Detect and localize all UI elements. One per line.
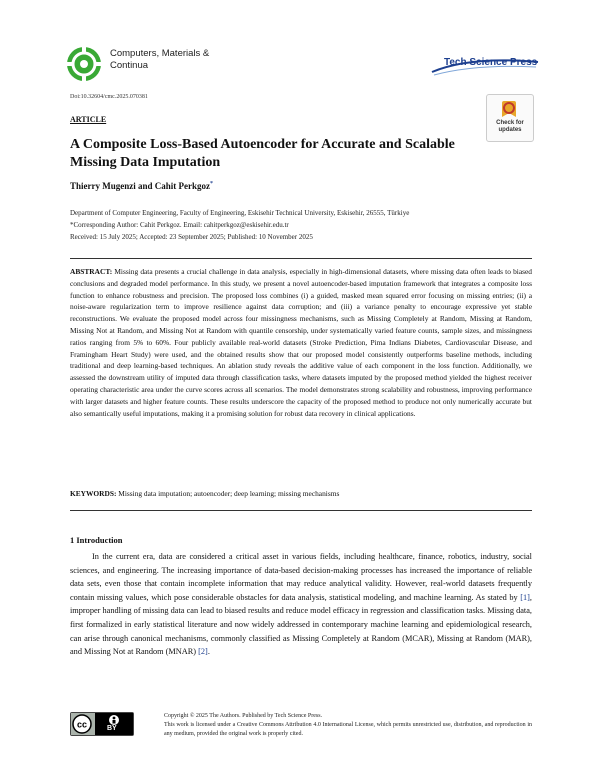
dates: Received: 15 July 2025; Accepted: 23 September 2025; Published: 10 November 2025 xyxy=(70,233,313,241)
journal-logo xyxy=(66,46,102,82)
intro-text-part1: In the current era, data are considered a critical asset in various fields, including healthcare, finance, robotics, industry, social sciences, and engineering. The increasing importance of data-based decision-making processes has increased the importance of reliable data sets, even those that contain incomplete information that may reduce analytical validity. However, real-world datasets frequently contain missing values, which pose considerable obstacles for data analysis, statistical modeling, and machine learning. As stated by xyxy=(70,552,532,602)
check-badge-line2: updates xyxy=(498,127,522,133)
citation-link-1[interactable]: [1] xyxy=(520,592,530,602)
introduction-paragraph xyxy=(70,550,532,659)
cc-by-label: BY xyxy=(107,725,117,732)
check-badge-line1: Check for xyxy=(496,120,524,126)
check-for-updates-badge[interactable] xyxy=(486,94,534,142)
divider-bottom xyxy=(70,510,532,511)
keywords-label: KEYWORDS: xyxy=(70,489,117,498)
corresponding-mark[interactable]: * xyxy=(210,181,213,187)
svg-text:cc: cc xyxy=(76,719,88,730)
authors xyxy=(70,181,213,191)
article-type: ARTICLE xyxy=(70,115,107,124)
copyright-line: Copyright © 2025 The Authors. Published by Tech Science Press. xyxy=(164,713,323,719)
check-updates-icon xyxy=(487,97,533,121)
doi[interactable]: Doi:10.32604/cmc.2025.070381 xyxy=(70,94,148,100)
keywords-text: Missing data imputation; autoencoder; deep learning; missing mechanisms xyxy=(118,489,340,498)
journal-name-line1: Computers, Materials & xyxy=(110,48,210,59)
paper-title: A Composite Loss-Based Autoencoder for Accurate and Scalable Missing Data Imputation xyxy=(70,137,455,170)
cc-by-license-badge[interactable] xyxy=(70,712,134,736)
license-line: This work is licensed under a Creative Commons Attribution 4.0 International License, which permits unrestricted use, distribution, and reproduction in any medium, provided the original work is properly cited. xyxy=(164,722,532,737)
abstract-label: ABSTRACT: xyxy=(70,267,113,276)
citation-link-2[interactable]: [2] xyxy=(198,647,208,657)
abstract xyxy=(70,266,532,419)
publisher-name: Tech Science Press xyxy=(444,57,538,68)
journal-name xyxy=(110,48,209,72)
abstract-text: Missing data presents a crucial challenge in data analysis, especially in high-dimensional datasets, where missing data often leads to biased conclusions and degraded model performance. In this study, we present a novel autoencoder-based imputation framework that integrates a composite loss function to enhance robustness and precision. The proposed loss combines (i) a guided, masked mean squared error focusing on missing entries; (ii) a noise-aware regularization term to improve resilience against data corruption; and (iii) a variance penalty to encourage expressive yet stable reconstructions. We evaluate the proposed model across four missingness mechanisms, such as Missing Completely at Random, Missing at Random, Missing Not at Random, and Missing Not at Random with quantile censorship, under systematically varied feature counts, sample sizes, and missingness ratios ranging from 5% to 60%. Four publicly available real-world datasets (Stroke Prediction, Pima Indians Diabetes, Cardiovascular Disease, and Framingham Heart Study) were used, and the obtained results show that our proposed model consistently outperforms baseline methods, including traditional and deep learning-based techniques. An ablation study reveals the additive value of each component in the loss function. Additionally, we assessed the downstream utility of imputed data through classification tasks, where datasets imputed by the proposed method yielded the highest receiver operating characteristic area under the curve scores across all scenarios. The model demonstrates strong scalability and robustness, improving performance with larger datasets and higher feature counts. These results underscore the capacity of the proposed method to produce not only numerically accurate but also semantically useful imputations, making it a promising solution for robust data recovery in clinical applications. xyxy=(70,267,532,418)
intro-text-part2: , improper handling of missing data can lead to biased results and reduce model efficacy in regression and classification tasks. Missing data, first formalized in early statistical literature and now widely addressed in contemporary machine learning and epidemiological research, can arise through canonical mechanisms, commonly classified as Missing Completely at Random (MCAR), Missing at Random (MAR), and Missing Not at Random (MNAR) xyxy=(70,592,532,657)
license-notice xyxy=(164,712,532,739)
authors-names: Thierry Mugenzi and Cahit Perkgoz xyxy=(70,181,210,191)
corresponding-author: *Corresponding Author: Cahit Perkgoz. Email: cahitperkgoz@eskisehir.edu.tr xyxy=(70,221,289,229)
affiliations xyxy=(70,207,409,243)
journal-name-line2: Continua xyxy=(110,60,149,71)
intro-text-part3: . xyxy=(207,647,210,657)
section-heading-introduction: 1 Introduction xyxy=(70,535,123,545)
divider-top xyxy=(70,258,532,259)
publisher-logo xyxy=(430,54,540,80)
affiliation: Department of Computer Engineering, Faculty of Engineering, Eskisehir Technical University, Eskisehir, 26555, Türkiye xyxy=(70,209,410,217)
keywords xyxy=(70,489,532,498)
